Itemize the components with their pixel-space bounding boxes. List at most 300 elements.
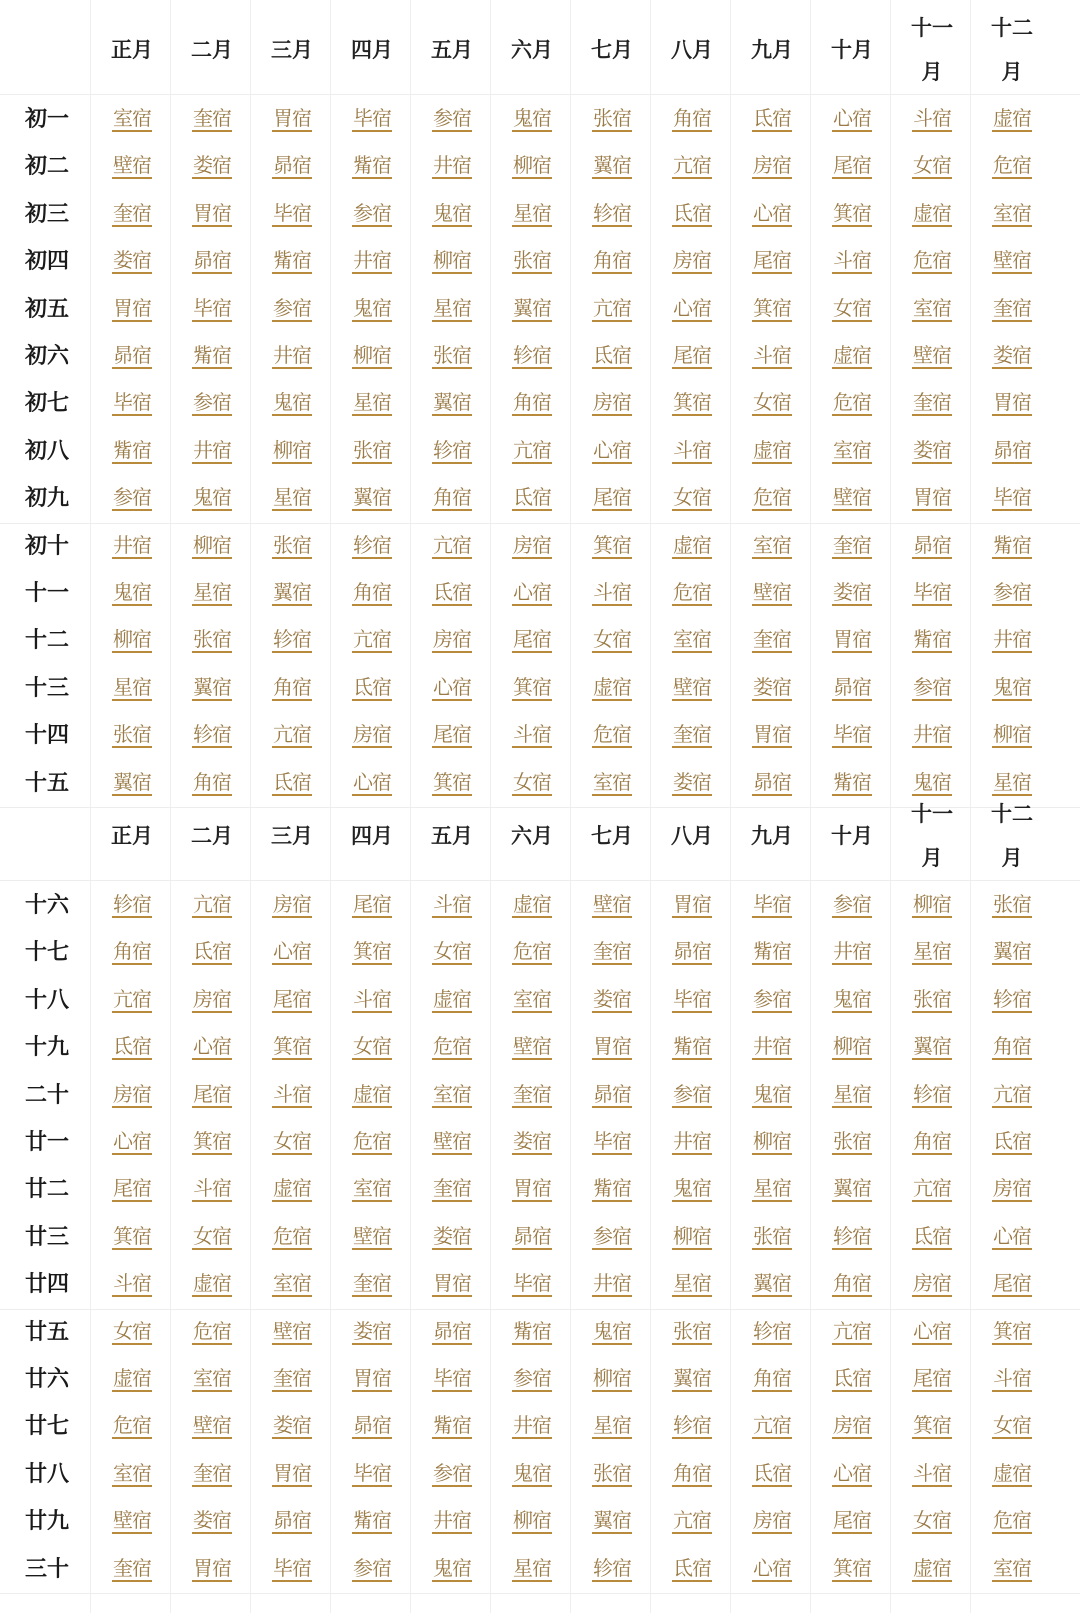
mansion-cell [891, 286, 973, 333]
mansion-cell [651, 96, 733, 143]
mansion-text: 心宿 [513, 580, 551, 604]
mansion-cell [891, 617, 973, 664]
mansion-text: 危宿 [833, 390, 871, 415]
mansion-text: 心宿 [913, 1318, 951, 1343]
mansion-text: 鬼宿 [433, 1555, 471, 1580]
mansion-cell [571, 96, 653, 143]
header-divider [0, 94, 1080, 95]
day-label: 十八 [24, 987, 69, 1013]
mansion-text: 奎宿 [753, 627, 791, 652]
mansion-text: 女宿 [513, 769, 551, 794]
mansion-text: 胃宿 [833, 627, 871, 652]
mansion-cell [91, 882, 173, 929]
mansion-text: 毕宿 [593, 1129, 631, 1153]
mansion-cell [331, 428, 413, 475]
mansion-cell [251, 1356, 333, 1403]
mansion-cell [651, 143, 733, 190]
mansion-text: 井宿 [273, 343, 311, 367]
table-row [0, 428, 1080, 475]
table-row [0, 1309, 1080, 1356]
mansion-cell [411, 1498, 493, 1545]
mansion-text: 鬼宿 [673, 1176, 711, 1201]
mansion-text: 奎宿 [833, 532, 871, 557]
month-header-10: 十月 [831, 38, 873, 62]
mansion-cell [331, 1214, 413, 1261]
day-label: 初九 [24, 486, 69, 512]
mansion-text: 角宿 [513, 390, 551, 415]
mansion-text: 娄宿 [833, 580, 871, 604]
mansion-cell [571, 1119, 653, 1166]
mansion-cell [491, 665, 573, 712]
table-row [0, 1498, 1080, 1545]
mansion-cell [491, 1072, 573, 1119]
mansion-cell [571, 882, 653, 929]
mansion-text: 虚宿 [993, 106, 1031, 130]
mansion-cell [251, 882, 333, 929]
mansion-cell [731, 333, 813, 380]
mansion-cell [331, 1546, 413, 1593]
mansion-text: 参宿 [353, 200, 391, 225]
day-label: 十七 [24, 940, 69, 966]
mansion-text: 翼宿 [113, 769, 151, 794]
mansion-cell [411, 1119, 493, 1166]
mansion-text: 虚宿 [913, 200, 951, 225]
mansion-text: 胃宿 [673, 892, 711, 916]
mansion-cell [811, 617, 893, 664]
table-row [0, 475, 1080, 522]
mansion-text: 柳宿 [513, 1508, 551, 1533]
mansion-text: 斗宿 [353, 986, 391, 1011]
mansion-text: 昴宿 [833, 674, 871, 699]
mansion-text: 昴宿 [513, 1223, 551, 1248]
table-row [0, 286, 1080, 333]
mansion-text: 房宿 [433, 627, 471, 652]
mansion-cell [251, 1072, 333, 1119]
mansion-text: 觜宿 [753, 939, 791, 964]
mansion-cell [731, 523, 813, 570]
mansion-text: 觜宿 [353, 153, 391, 178]
mansion-text: 壁宿 [113, 153, 151, 178]
mansion-cell [731, 286, 813, 333]
mansion-text: 心宿 [113, 1129, 151, 1153]
mansion-text: 娄宿 [913, 437, 951, 462]
mansion-text: 箕宿 [513, 674, 551, 699]
day-label: 初六 [24, 344, 69, 369]
mansion-text: 危宿 [673, 580, 711, 604]
mansion-cell [411, 96, 493, 143]
mansion-cell [731, 1498, 813, 1545]
mansion-cell [651, 712, 733, 759]
mansion-text: 壁宿 [993, 248, 1031, 273]
mansion-cell [971, 523, 1053, 570]
mansion-cell [971, 96, 1053, 143]
mansion-text: 室宿 [993, 200, 1031, 225]
mansion-cell [91, 929, 173, 976]
mansion-cell [651, 882, 733, 929]
mansion-cell [651, 380, 733, 427]
mansion-cell [651, 1119, 733, 1166]
mansion-text: 亢宿 [833, 1318, 871, 1343]
mansion-text: 轸宿 [673, 1413, 711, 1438]
mansion-cell [171, 929, 253, 976]
day-label: 十四 [24, 723, 69, 749]
day-label: 初二 [24, 154, 69, 180]
mansion-text: 胃宿 [353, 1366, 391, 1390]
day-label: 廿五 [24, 1319, 69, 1345]
mansion-cell [331, 1024, 413, 1071]
mansion-cell [891, 1451, 973, 1498]
table-row [0, 380, 1080, 427]
mansion-text: 翼宿 [353, 485, 391, 510]
mansion-text: 虚宿 [433, 986, 471, 1011]
mansion-text: 鬼宿 [113, 580, 151, 604]
mansion-text: 张宿 [753, 1223, 791, 1248]
mansion-text: 翼宿 [433, 390, 471, 415]
mansion-cell [331, 238, 413, 285]
mansion-cell [251, 1166, 333, 1213]
row-divider [0, 1593, 1080, 1594]
mansion-cell [251, 1546, 333, 1593]
mansion-text: 觜宿 [993, 532, 1031, 557]
mansion-text: 危宿 [593, 722, 631, 747]
mansion-cell [971, 882, 1053, 929]
mansion-cell [811, 380, 893, 427]
mansion-cell [251, 1309, 333, 1356]
mansion-text: 昴宿 [273, 1508, 311, 1533]
mansion-text: 翼宿 [273, 580, 311, 604]
mansion-text: 柳宿 [353, 343, 391, 367]
mansion-text: 心宿 [993, 1223, 1031, 1248]
mansion-text: 鬼宿 [993, 674, 1031, 699]
mansion-cell [91, 665, 173, 712]
mansion-text: 氐宿 [993, 1129, 1031, 1153]
mansion-text: 张宿 [833, 1129, 871, 1153]
mansion-cell [731, 665, 813, 712]
mansion-text: 毕宿 [353, 106, 391, 130]
mansion-cell [411, 1546, 493, 1593]
mansion-cell [171, 238, 253, 285]
mansion-cell [891, 1166, 973, 1213]
mansion-cell [251, 977, 333, 1024]
mansion-text: 虚宿 [593, 674, 631, 699]
mansion-text: 壁宿 [833, 485, 871, 510]
mansion-text: 氐宿 [833, 1366, 871, 1390]
mansion-cell [491, 96, 573, 143]
mansion-text: 室宿 [193, 1366, 231, 1390]
mansion-text: 胃宿 [193, 200, 231, 225]
mansion-cell [171, 191, 253, 238]
month-header-5: 五月 [431, 824, 473, 848]
mansion-cell [411, 1403, 493, 1450]
mansion-cell [491, 523, 573, 570]
month-header-11: 十一 月 [911, 802, 953, 870]
mansion-cell [171, 1119, 253, 1166]
mansion-cell [731, 712, 813, 759]
mansion-text: 尾宿 [353, 892, 391, 916]
mansion-text: 壁宿 [193, 1413, 231, 1438]
mansion-text: 危宿 [433, 1034, 471, 1059]
mansion-text: 娄宿 [353, 1318, 391, 1343]
mansion-cell [91, 1498, 173, 1545]
mansion-cell [491, 1166, 573, 1213]
mansion-text: 星宿 [993, 769, 1031, 794]
mansion-text: 轸宿 [993, 986, 1031, 1011]
mansion-cell [891, 238, 973, 285]
mansion-cell [891, 977, 973, 1024]
mansion-cell [891, 380, 973, 427]
mansion-text: 觜宿 [193, 343, 231, 367]
mansion-text: 觜宿 [513, 1318, 551, 1343]
mansion-text: 张宿 [593, 106, 631, 130]
mansion-cell [91, 96, 173, 143]
mansion-cell [491, 143, 573, 190]
mansion-cell [411, 238, 493, 285]
mansion-cell [811, 1261, 893, 1308]
mansion-text: 张宿 [433, 343, 471, 367]
mansion-cell [91, 977, 173, 1024]
mansion-cell [491, 475, 573, 522]
day-label: 十三 [24, 675, 69, 701]
mansion-cell [971, 238, 1053, 285]
mansion-cell [971, 1451, 1053, 1498]
mansion-cell [91, 333, 173, 380]
month-header-9: 九月 [751, 38, 793, 62]
mansion-text: 角宿 [993, 1034, 1031, 1059]
mansion-text: 鬼宿 [913, 769, 951, 794]
mansion-text: 柳宿 [993, 722, 1031, 747]
mansion-text: 轸宿 [433, 437, 471, 462]
mansion-text: 氐宿 [113, 1034, 151, 1059]
mansion-text: 柳宿 [513, 153, 551, 178]
mansion-cell [411, 1309, 493, 1356]
mansion-text: 房宿 [273, 892, 311, 916]
day-label: 初七 [24, 391, 69, 417]
mansion-text: 轸宿 [593, 200, 631, 225]
mansion-cell [171, 712, 253, 759]
mansion-cell [171, 286, 253, 333]
mansion-cell [811, 333, 893, 380]
mansion-cell [331, 1119, 413, 1166]
mansion-text: 星宿 [353, 390, 391, 415]
mansion-cell [571, 1451, 653, 1498]
mansion-text: 星宿 [753, 1176, 791, 1201]
mansion-cell [491, 977, 573, 1024]
month-header-4: 四月 [351, 824, 393, 848]
mansion-cell [571, 1261, 653, 1308]
mansion-cell [971, 1072, 1053, 1119]
mansion-text: 昴宿 [273, 153, 311, 178]
mansion-cell [651, 1072, 733, 1119]
mansion-text: 星宿 [513, 200, 551, 225]
month-header-6: 六月 [511, 38, 553, 62]
mansion-text: 角宿 [433, 485, 471, 510]
mansion-cell [251, 96, 333, 143]
month-header-2: 二月 [191, 824, 233, 848]
mansion-text: 鬼宿 [193, 485, 231, 510]
mansion-text: 轸宿 [113, 892, 151, 916]
mansion-text: 箕宿 [833, 200, 871, 225]
mansion-cell [811, 665, 893, 712]
mansion-cell [411, 475, 493, 522]
mansion-cell [251, 929, 333, 976]
mansion-text: 奎宿 [673, 722, 711, 747]
mansion-text: 胃宿 [913, 485, 951, 510]
mansion-text: 翼宿 [673, 1366, 711, 1390]
mansion-cell [491, 1214, 573, 1261]
mansion-text: 箕宿 [593, 532, 631, 557]
mansion-text: 井宿 [113, 532, 151, 557]
mansion-cell [891, 1024, 973, 1071]
mansion-text: 柳宿 [753, 1129, 791, 1153]
mansion-cell [171, 96, 253, 143]
mansion-cell [91, 238, 173, 285]
mansion-cell [571, 475, 653, 522]
table-row [0, 570, 1080, 617]
mansion-cell [251, 475, 333, 522]
mansion-cell [571, 380, 653, 427]
day-label: 廿七 [24, 1414, 69, 1440]
mansion-text: 箕宿 [993, 1318, 1031, 1343]
mansion-cell [731, 428, 813, 475]
mansion-cell [571, 1309, 653, 1356]
mansion-cell [491, 191, 573, 238]
mansion-text: 斗宿 [673, 437, 711, 462]
day-label: 廿六 [24, 1367, 69, 1392]
mansion-cell [171, 1024, 253, 1071]
mansion-text: 轸宿 [833, 1223, 871, 1248]
mansion-cell [251, 428, 333, 475]
mansion-text: 柳宿 [593, 1366, 631, 1390]
mansion-cell [731, 475, 813, 522]
mansion-text: 女宿 [913, 1508, 951, 1533]
mansion-text: 斗宿 [913, 106, 951, 130]
mansion-text: 觜宿 [113, 437, 151, 462]
mansion-text: 氐宿 [753, 106, 791, 130]
day-label: 初十 [24, 533, 69, 559]
mansion-text: 亢宿 [993, 1081, 1031, 1106]
mansion-text: 氐宿 [513, 485, 551, 510]
mansion-text: 觜宿 [913, 627, 951, 652]
mansion-cell [331, 665, 413, 712]
table-row [0, 1403, 1080, 1450]
mansion-text: 亢宿 [433, 532, 471, 557]
mansion-cell [171, 475, 253, 522]
day-label: 十六 [24, 893, 69, 918]
mansion-cell [651, 665, 733, 712]
mansion-text: 斗宿 [993, 1366, 1031, 1390]
mansion-text: 娄宿 [993, 343, 1031, 367]
mansion-cell [971, 428, 1053, 475]
mansion-cell [491, 1451, 573, 1498]
mansion-cell [971, 712, 1053, 759]
mansion-cell [891, 475, 973, 522]
mansion-cell [411, 1356, 493, 1403]
mansion-cell [411, 1261, 493, 1308]
mansion-cell [251, 1261, 333, 1308]
mansion-text: 角宿 [673, 1460, 711, 1485]
mansion-cell [971, 143, 1053, 190]
mansion-cell [411, 665, 493, 712]
mansion-text: 毕宿 [913, 580, 951, 604]
mansion-cell [331, 475, 413, 522]
table-row [0, 1072, 1080, 1119]
mansion-text: 参宿 [433, 1460, 471, 1485]
mansion-text: 危宿 [993, 1508, 1031, 1533]
mansion-text: 危宿 [353, 1129, 391, 1153]
mansion-cell [91, 191, 173, 238]
mansion-text: 奎宿 [513, 1081, 551, 1106]
mansion-cell [91, 1119, 173, 1166]
mansion-cell [891, 1546, 973, 1593]
mansion-cell [91, 286, 173, 333]
mansion-text: 心宿 [753, 1555, 791, 1580]
mansion-text: 尾宿 [433, 722, 471, 747]
mansion-text: 箕宿 [273, 1034, 311, 1059]
mansion-cell [91, 428, 173, 475]
mansion-text: 危宿 [753, 485, 791, 510]
mansion-text: 房宿 [833, 1413, 871, 1438]
month-header-1: 正月 [111, 824, 153, 848]
mansion-text: 井宿 [673, 1129, 711, 1153]
table-row [0, 1119, 1080, 1166]
mansion-cell [811, 191, 893, 238]
mansion-text: 女宿 [113, 1318, 151, 1343]
mansion-cell [811, 523, 893, 570]
mansion-text: 毕宿 [353, 1460, 391, 1485]
mansion-cell [571, 929, 653, 976]
table-row [0, 143, 1080, 190]
mansion-cell [971, 1309, 1053, 1356]
mansion-cell [331, 1261, 413, 1308]
mansion-text: 亢宿 [913, 1176, 951, 1201]
mansion-cell [251, 1214, 333, 1261]
mansion-cell [171, 1451, 253, 1498]
mansion-text: 虚宿 [913, 1555, 951, 1580]
mansion-cell [251, 1119, 333, 1166]
mansion-cell [491, 333, 573, 380]
mansion-cell [411, 191, 493, 238]
mansion-text: 虚宿 [673, 532, 711, 557]
mansion-cell [571, 286, 653, 333]
mansion-cell [411, 617, 493, 664]
day-label: 廿三 [24, 1224, 69, 1250]
mansion-cell [171, 1166, 253, 1213]
mansion-text: 胃宿 [753, 722, 791, 747]
mansion-cell [91, 380, 173, 427]
mansion-cell [411, 523, 493, 570]
mansion-cell [971, 475, 1053, 522]
mansion-text: 斗宿 [833, 248, 871, 273]
mansion-text: 翼宿 [593, 1508, 631, 1533]
mansion-cell [971, 380, 1053, 427]
mansion-cell [971, 1403, 1053, 1450]
mansion-text: 井宿 [513, 1413, 551, 1438]
mansion-cell [171, 1261, 253, 1308]
mansion-cell [411, 1024, 493, 1071]
mansion-text: 奎宿 [193, 1460, 231, 1485]
mansion-text: 虚宿 [513, 892, 551, 916]
mansion-text: 箕宿 [753, 295, 791, 320]
mansion-cell [731, 1024, 813, 1071]
mansion-text: 氐宿 [753, 1460, 791, 1485]
mansion-cell [731, 191, 813, 238]
mansion-text: 氐宿 [593, 343, 631, 367]
mansion-cell [331, 1166, 413, 1213]
mansion-cell [651, 570, 733, 617]
mansion-cell [891, 1261, 973, 1308]
mansion-text: 觜宿 [673, 1034, 711, 1059]
mansion-text: 觜宿 [833, 769, 871, 794]
